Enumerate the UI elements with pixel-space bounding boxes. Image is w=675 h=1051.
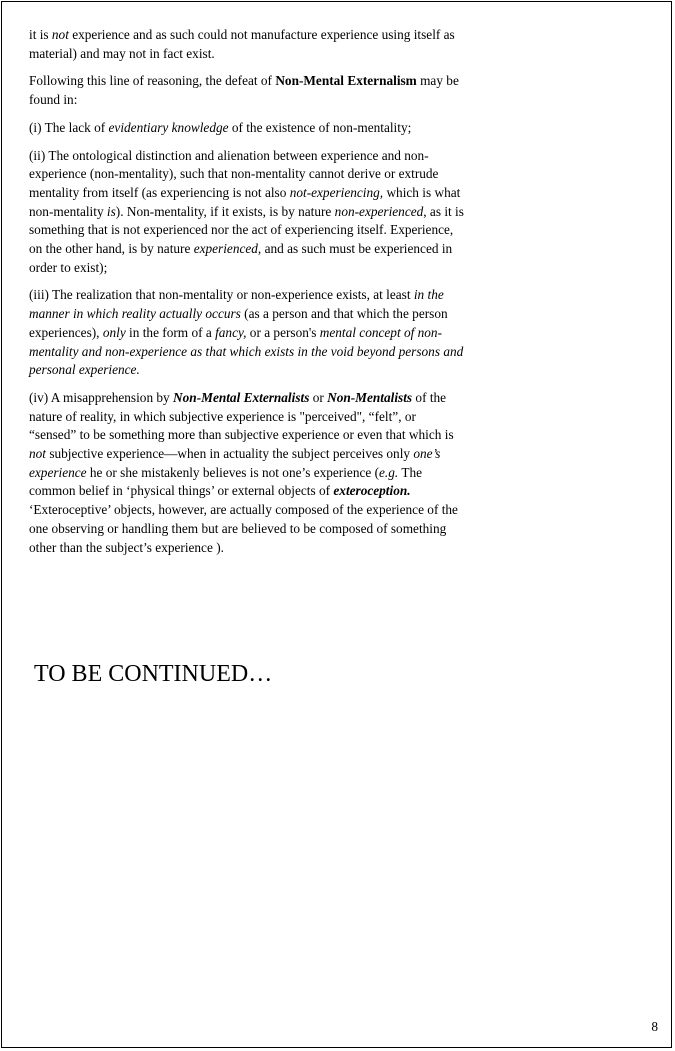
emphasis-run: mental concept of non-mentality and non-experience as that which exists in the void beyond persons and personal experience. xyxy=(29,324,464,378)
emphasis-run: fancy, xyxy=(215,324,247,340)
emphasis-run: non-experienced xyxy=(334,203,424,219)
emphasis-run: exteroception. xyxy=(333,483,411,499)
document-page xyxy=(1,1,672,1048)
paragraph-2: (i) The lack of evidentiary knowledge of the existence of non-mentality; xyxy=(29,119,412,135)
emphasis-run: Non-Mentalists xyxy=(327,389,413,405)
emphasis-run: experienced, xyxy=(193,241,262,257)
to-be-continued-heading: TO BE CONTINUED… xyxy=(34,661,273,687)
emphasis-run: not xyxy=(29,446,46,462)
emphasis-run: Non-Mental Externalists xyxy=(173,389,310,405)
emphasis-run: e.g. xyxy=(379,464,399,480)
emphasis-run: only xyxy=(102,324,126,340)
page-number: 8 xyxy=(651,1019,658,1034)
emphasis-run: Non-Mental Externalism xyxy=(275,73,417,89)
paragraph-4: (iii) The realization that non-mentality or non-experience exists, at least in the manner in which reality actually occurs (as a person and that which the person experiences), only in the form of a fancy, or a person's mental concept of non-mentality and non-experience as that which exists in the void beyond persons and personal experience. xyxy=(29,287,464,378)
emphasis-run: evidentiary knowledge xyxy=(108,119,229,135)
emphasis-run: not xyxy=(51,27,69,42)
emphasis-run: is xyxy=(106,203,116,219)
paragraph-5: (iv) A misapprehension by Non-Mental Externalists or Non-Mentalists of the nature of reality, in which subjective experience is "perceived", “felt”, or “sensed” to be something more than subjective experience or even that which is not subjective experience—when in actuality the subject perceives only one’s experience he or she mistakenly believes is not one’s experience (e.g. The common belief in ‘physical things’ or external objects of exteroception. ‘Exteroceptive’ objects, however, are actually composed of the experience of the one observing or handling them but are believed to be composed of something other than the subject’s experience ). xyxy=(29,389,458,555)
emphasis-run: one’s experience xyxy=(29,446,441,480)
emphasis-run: not-experiencing, xyxy=(289,184,384,200)
paragraph-1: Following this line of reasoning, the defeat of Non-Mental Externalism may be found in: xyxy=(29,73,459,108)
paragraph-0: it is not experience and as such could not manufacture experience using itself as material) and may not in fact exist. xyxy=(29,27,455,61)
emphasis-run: in the manner in which reality actually occurs xyxy=(29,287,444,322)
body-text xyxy=(29,26,464,566)
paragraph-3: (ii) The ontological distinction and alienation between experience and non-experience (non-mentality), such that non-mentality cannot derive or extrude mentality from itself (as experiencing is not also not-experiencing, which is what non-mentality is). Non-mentality, if it exists, is by nature non-experienced, as it is something that is not experienced nor the act of experiencing itself. Experience, on the other hand, is by nature experienced, and as such must be experienced in order to exist); xyxy=(29,147,464,275)
